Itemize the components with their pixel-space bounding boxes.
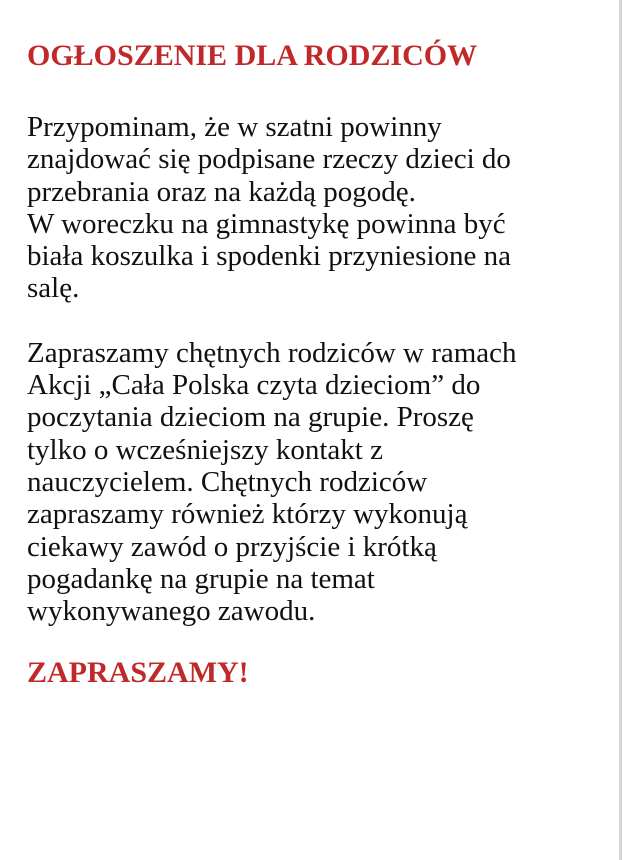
paragraph-line: pogadankę na grupie na temat: [27, 562, 375, 595]
paragraph-line: znajdować się podpisane rzeczy dzieci do: [27, 143, 511, 176]
paragraph-line: Zapraszamy chętnych rodziców w ramach: [27, 336, 517, 369]
paragraph-line: ciekawy zawód o przyjście i krótką: [27, 530, 437, 563]
paragraph-line: tylko o wcześniejszy kontakt z: [27, 433, 383, 466]
announcement-content: [27, 36, 597, 693]
closing-invitation: ZAPRASZAMY!: [27, 656, 249, 690]
paragraph-line: wykonywanego zawodu.: [27, 595, 316, 628]
reminder-paragraph: [27, 111, 597, 305]
paragraph-line: biała koszulka i spodenki przyniesione na: [27, 240, 512, 273]
paragraph-line: Przypominam, że w szatni powinny: [27, 111, 442, 143]
paragraph-line: przebrania oraz na każdą pogodę.: [27, 175, 416, 208]
paragraph-line: nauczycielem. Chętnych rodziców: [27, 465, 428, 498]
invitation-paragraph: [27, 337, 597, 628]
paragraph-line: poczytania dzieciom na grupie. Proszę: [27, 401, 474, 434]
paragraph-line: W woreczku na gimnastykę powinna być: [27, 207, 506, 240]
paragraph-line: zapraszamy również którzy wykonują: [27, 498, 468, 531]
paragraph-line: salę.: [27, 272, 80, 305]
announcement-heading: OGŁOSZENIE DLA RODZICÓW: [27, 39, 478, 72]
paragraph-line: Akcji „Cała Polska czyta dzieciom” do: [27, 369, 481, 402]
